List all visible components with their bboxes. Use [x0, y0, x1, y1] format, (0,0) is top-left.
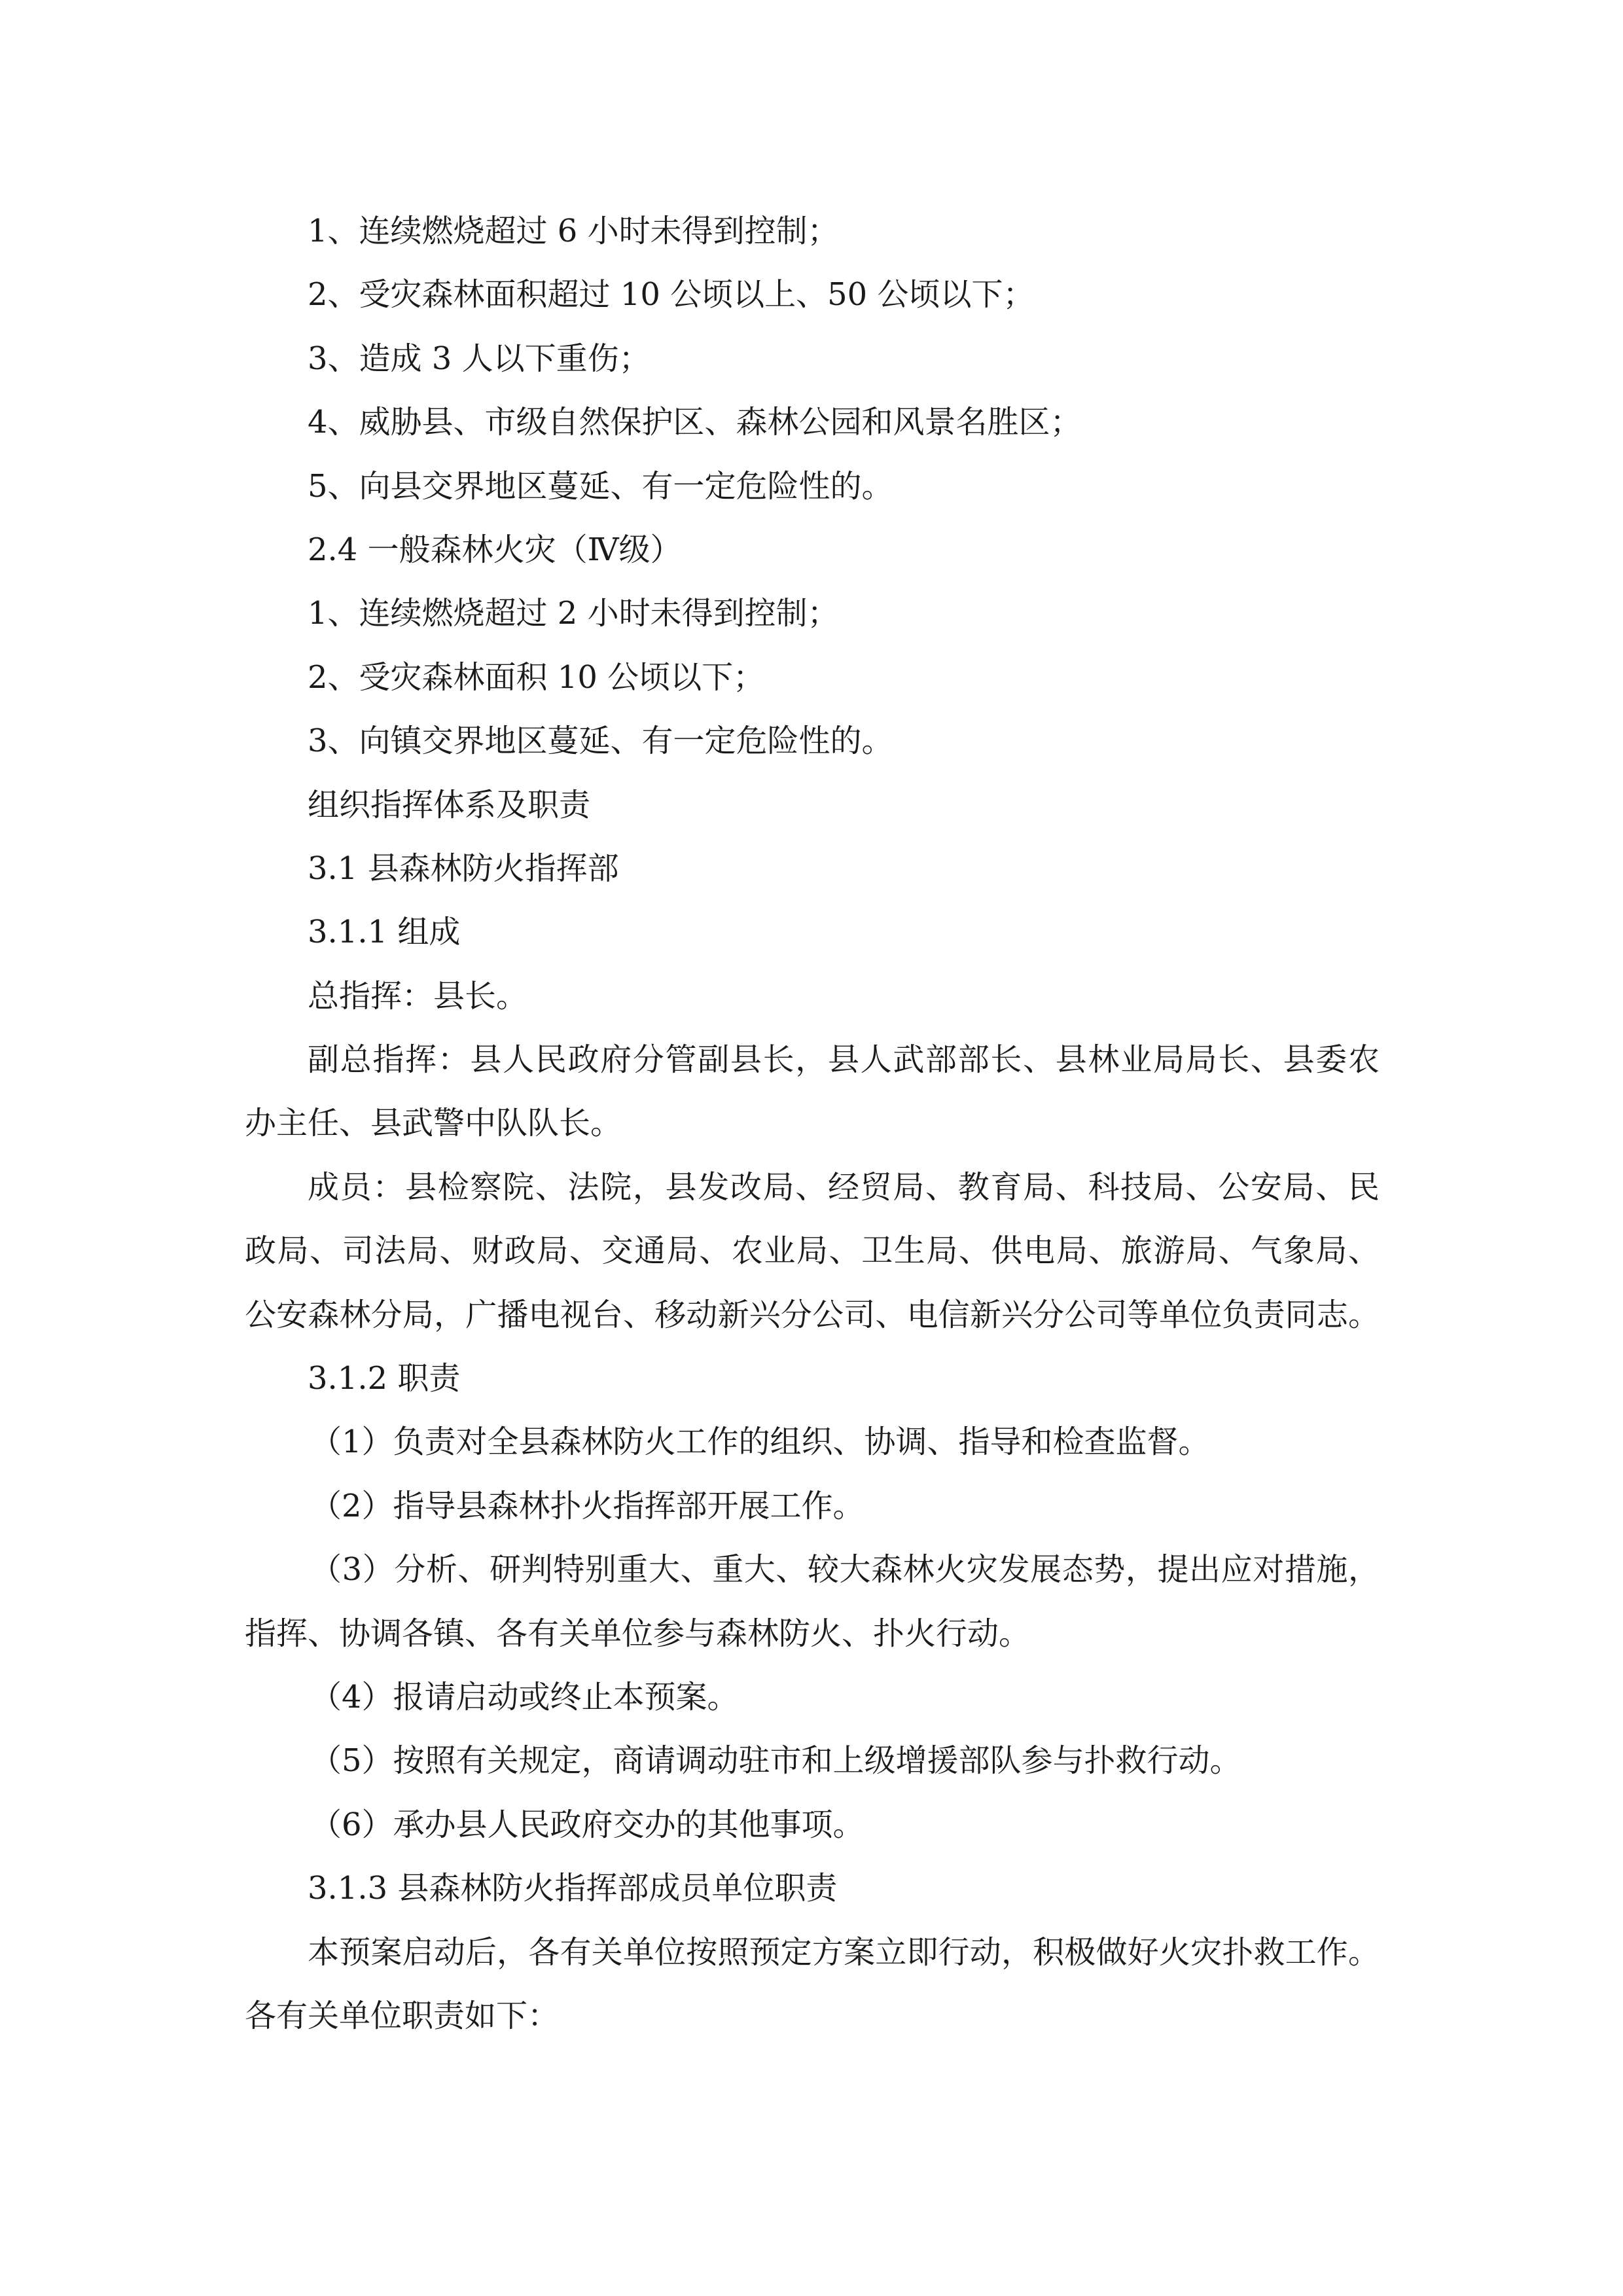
level4-condition-3: 3、向镇交界地区蔓延、有一定危险性的。	[308, 723, 893, 760]
condition-1-line: 1、连续燃烧超过 6 小时未得到控制；	[308, 213, 839, 249]
members-line-2: 政局、司法局、财政局、交通局、农业局、卫生局、供电局、旅游局、气象局、	[245, 1232, 1380, 1270]
document-body	[245, 200, 1380, 2048]
condition-3-line: 3、造成 3 人以下重伤；	[308, 340, 651, 377]
condition-5-line: 5、向县交界地区蔓延、有一定危险性的。	[308, 467, 893, 505]
section-heading-3-1-2: 3.1.2 职责	[308, 1360, 461, 1397]
deputy-commander-line-2: 办主任、县武警中队队长。	[245, 1105, 622, 1142]
duty-6-line: （6）承办县人民政府交办的其他事项。	[310, 1806, 865, 1843]
duty-5-line: （5）按照有关规定，商请调动驻市和上级增援部队参与扑救行动。	[310, 1742, 1241, 1780]
duty-1-line: （1）负责对全县森林防火工作的组织、协调、指导和检查监督。	[310, 1424, 1210, 1461]
deputy-commander-line-1: 副总指挥：县人民政府分管副县长，县人武部部长、县林业局局长、县委农	[308, 1041, 1380, 1079]
level4-condition-1: 1、连续燃烧超过 2 小时未得到控制；	[308, 595, 839, 632]
members-line-1: 成员：县检察院、法院，县发改局、经贸局、教育局、科技局、公安局、民	[308, 1168, 1380, 1206]
duty-2-line: （2）指导县森林扑火指挥部开展工作。	[310, 1487, 865, 1524]
closing-paragraph-line-1: 本预案启动后，各有关单位按照预定方案立即行动，积极做好火灾扑救工作。	[308, 1933, 1380, 1971]
duty-4-line: （4）报请启动或终止本预案。	[310, 1678, 739, 1715]
closing-paragraph-line-2: 各有关单位职责如下：	[245, 1997, 560, 2034]
commander-line: 总指挥：县长。	[308, 977, 528, 1014]
members-line-3: 公安森林分局，广播电视台、移动新兴分公司、电信新兴分公司等单位负责同志。	[245, 1296, 1380, 1333]
section-heading-3-1-3: 3.1.3 县森林防火指挥部成员单位职责	[308, 1870, 838, 1907]
condition-4-line: 4、威胁县、市级自然保护区、森林公园和风景名胜区；	[308, 404, 1082, 441]
section-heading-3-1-1: 3.1.1 组成	[308, 914, 461, 951]
section-heading-2-4: 2.4 一般森林火灾（Ⅳ级）	[308, 531, 682, 568]
condition-2-line: 2、受灾森林面积超过 10 公顷以上、50 公顷以下；	[308, 276, 1035, 314]
level4-condition-2: 2、受灾森林面积 10 公顷以下；	[308, 658, 765, 696]
chapter-heading: 组织指挥体系及职责	[308, 786, 591, 823]
duty-3-line-1: （3）分析、研判特别重大、重大、较大森林火灾发展态势，提出应对措施，	[310, 1551, 1380, 1588]
section-heading-3-1: 3.1 县森林防火指挥部	[308, 850, 619, 887]
duty-3-line-2: 指挥、协调各镇、各有关单位参与森林防火、扑火行动。	[245, 1615, 1031, 1652]
